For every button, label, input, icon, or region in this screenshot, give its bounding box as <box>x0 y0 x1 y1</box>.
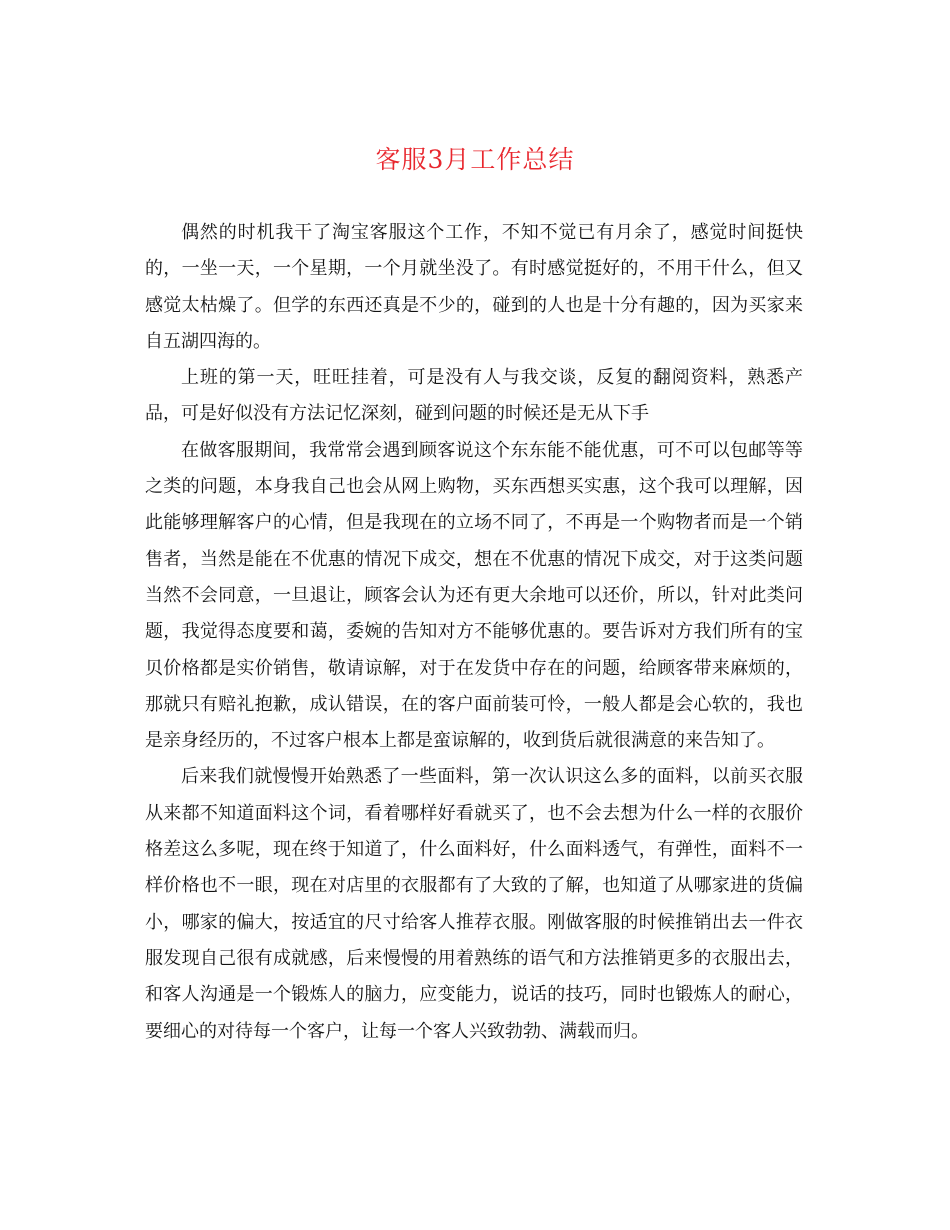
paragraph-1: 偶然的时机我干了淘宝客服这个工作，不知不觉已有月余了，感觉时间挺快的，一坐一天，一个星期，一个月就坐没了。有时感觉挺好的，不用干什么，但又感觉太枯燥了。但学的东西还真是不少的，碰到的人也是十分有趣的，因为买家来自五湖四海的。 <box>145 222 803 352</box>
page-title: 客服3月工作总结 <box>375 145 575 174</box>
paragraph-4: 后来我们就慢慢开始熟悉了一些面料，第一次认识这么多的面料，以前买衣服从来都不知道面料这个词，看着哪样好看就买了，也不会去想为什么一样的衣服价格差这么多呢，现在终于知道了，什么面料好，什么面料透气，有弹性，面料不一样价格也不一眼，现在对店里的衣服都有了大致的了解，也知道了从哪家进的货偏小，哪家的偏大，按适宜的尺寸给客人推荐衣服。刚做客服的时候推销出去一件衣服发现自己很有成就感，后来慢慢的用着熟练的语气和方法推销更多的衣服出去，和客人沟通是一个锻炼人的脑力，应变能力，说话的技巧，同时也锻炼人的耐心，要细心的对待每一个客户，让每一个客人兴致勃勃、满载而归。 <box>145 766 803 1042</box>
paragraph-3: 在做客服期间，我常常会遇到顾客说这个东东能不能优惠，可不可以包邮等等之类的问题，本身我自己也会从网上购物，买东西想买实惠，这个我可以理解，因此能够理解客户的心情，但是我现在的立场不同了，不再是一个购物者而是一个销售者，当然是能在不优惠的情况下成交，想在不优惠的情况下成交，对于这类问题当然不会同意，一旦退让，顾客会认为还有更大余地可以还价，所以，针对此类问题，我觉得态度要和蔼，委婉的告知对方不能够优惠的。要告诉对方我们所有的宝贝价格都是实价销售，敬请谅解，对于在发货中存在的问题，给顾客带来麻烦的，那就只有赔礼抱歉，成认错误，在的客户面前装可怜，一般人都是会心软的，我也是亲身经历的，不过客户根本上都是蛮谅解的，收到货后就很满意的来告知了。 <box>145 439 803 752</box>
paragraph-2: 上班的第一天，旺旺挂着，可是没有人与我交谈，反复的翻阅资料，熟悉产品，可是好似没有方法记忆深刻，碰到问题的时候还是无从下手 <box>145 367 803 425</box>
document-body <box>145 215 803 1050</box>
